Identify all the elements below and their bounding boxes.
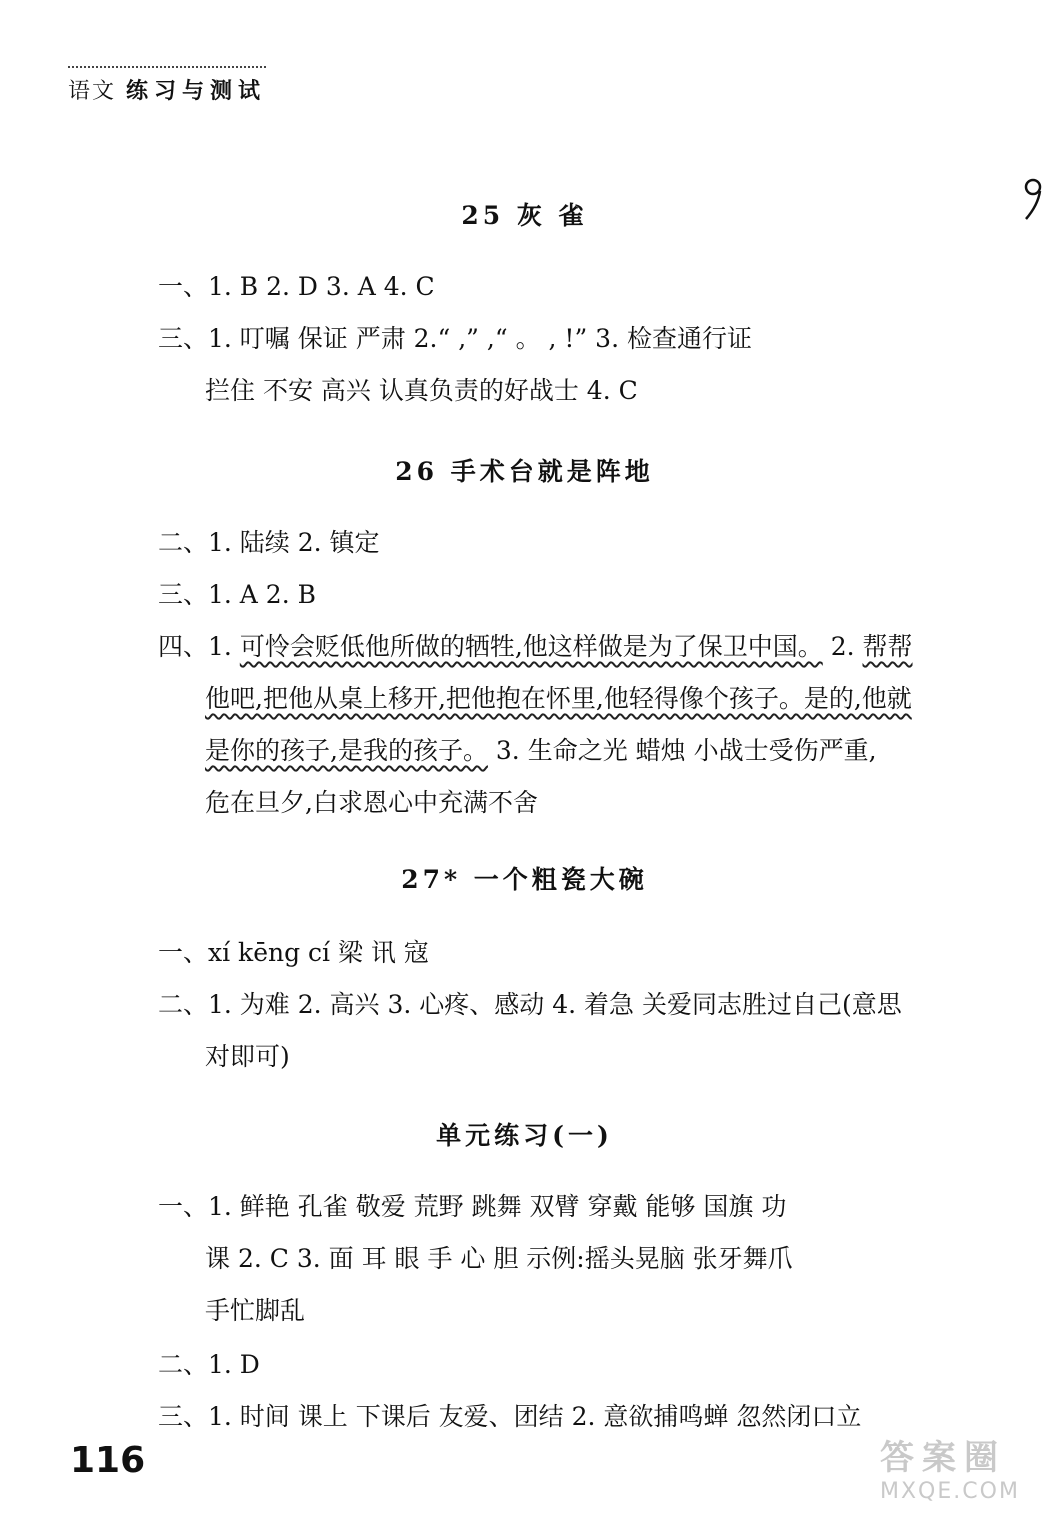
answer-line: 二、1. D: [158, 1350, 260, 1379]
wavy-underlined-text: 是你的孩子,是我的孩子。: [205, 736, 488, 765]
answer-line: 三、1. 叮嘱 保证 严肃 2.“ ,” ,“ 。 , !” 3. 检查通行证: [158, 324, 752, 353]
answer-line: [158, 630, 988, 664]
answer-line: [205, 682, 1035, 716]
answer-line: 一、1. 鲜艳 孔雀 敬爱 荒野 跳舞 双臂 穿戴 能够 国旗 功: [158, 1192, 787, 1221]
section-title-unit: 单元练习(一): [436, 1121, 613, 1150]
answer-text: 3. 生命之光 蜡烛 小战士受伤严重,: [487, 736, 877, 765]
section-title-26: 26 手术台就是阵地: [395, 457, 654, 486]
answer-line: 对即可): [205, 1042, 290, 1071]
watermark-logo: [880, 1430, 1020, 1504]
subject-label: 语文: [68, 79, 117, 104]
running-header: [68, 66, 266, 105]
answer-line: 手忙脚乱: [205, 1296, 306, 1325]
watermark-mark: 答案圈: [880, 1438, 1006, 1478]
answer-line: 危在旦夕,白求恩心中充满不舍: [205, 788, 538, 817]
wavy-underlined-text: 他吧,把他从桌上移开,把他抱在怀里,他轻得像个孩子。是的,他就: [205, 684, 912, 713]
page-number: 116: [70, 1440, 146, 1481]
section-title-27: 27* 一个粗瓷大碗: [401, 865, 648, 894]
section-title-25: 25 灰 雀: [461, 201, 588, 230]
answer-prefix: 2.: [822, 632, 863, 661]
answer-prefix: 四、1.: [158, 632, 240, 661]
answer-line: 二、1. 陆续 2. 镇定: [158, 528, 380, 557]
answer-line: 一、1. B 2. D 3. A 4. C: [158, 272, 435, 301]
book-title: 练习与测试: [126, 79, 267, 104]
wavy-underlined-text: 帮帮: [862, 632, 913, 661]
answer-line: [205, 734, 1035, 768]
answer-line: 三、1. 时间 课上 下课后 友爱、团结 2. 意欲捕鸣蝉 忽然闭口立: [158, 1402, 862, 1431]
watermark-url: MXQE.COM: [880, 1479, 1020, 1504]
answer-line: 课 2. C 3. 面 耳 眼 手 心 胆 示例:摇头晃脑 张牙舞爪: [205, 1244, 793, 1273]
answer-line: 一、xí kēng cí 梁 讯 寇: [158, 938, 429, 967]
answer-line: 三、1. A 2. B: [158, 580, 316, 609]
wavy-underlined-text: 可怜会贬低他所做的牺牲,他这样做是为了保卫中国。: [239, 632, 823, 661]
answer-line: 拦住 不安 高兴 认真负责的好战士 4. C: [205, 376, 638, 405]
answer-line: 二、1. 为难 2. 高兴 3. 心疼、感动 4. 着急 关爱同志胜过自己(意思: [158, 990, 902, 1019]
